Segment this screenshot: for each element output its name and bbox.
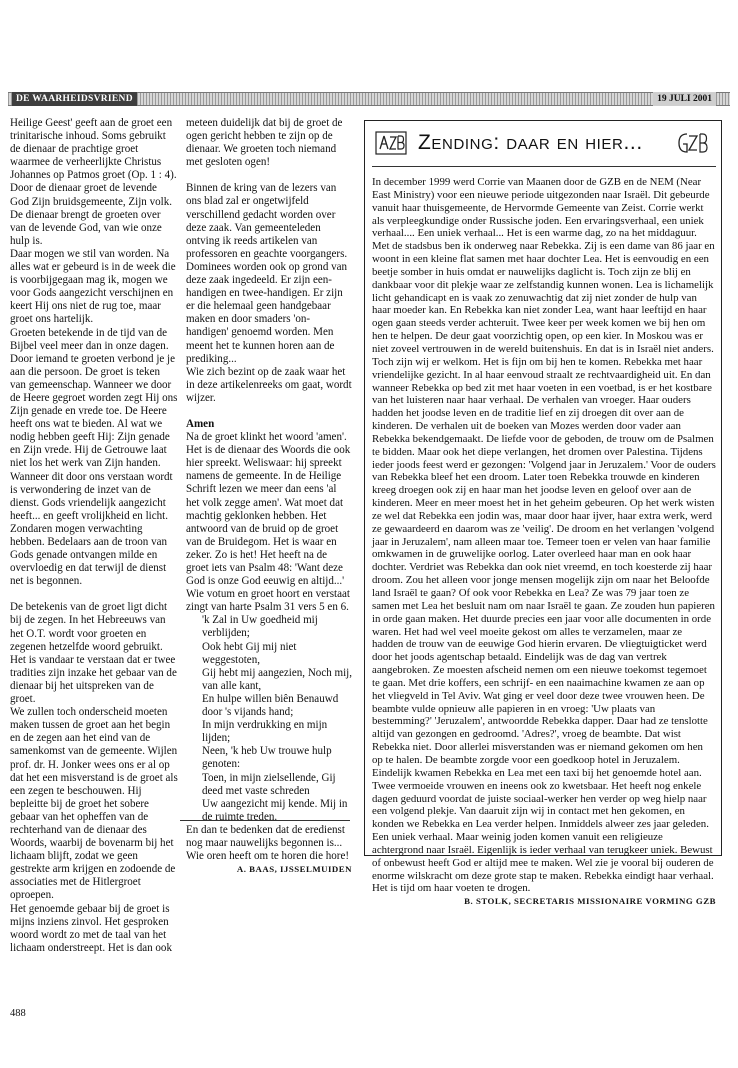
paragraph: Wie votum en groet hoort en verstaat zingt van harte Psalm 31 vers 5 en 6.: [186, 588, 350, 614]
paragraph: Het genoemde gebaar bij de groet is mijns inziens zinvol. Het gesproken woord wordt zo met de taal van het lichaam onderstreept. Het is dan ook: [10, 902, 172, 954]
psalm-line: Toen, in mijn zielsellende, Gij deed met vaste schreden: [202, 771, 336, 797]
paragraph: Heilige Geest' geeft aan de groet een trinitarische inhoud. Soms gebruikt de dienaar de prachtige groet waarmee de verheerlijkte Christus Johannes op Patmos groet (Op. 1 : 4). Door de dienaar groet de levende God Zijn bruidsgemeente, Zijn volk. De dienaar brengt de groeten over van de levende God, van wie onze hulp is.: [10, 117, 177, 247]
psalm-line: 'k Zal in Uw goedheid mij verblijden;: [202, 614, 318, 640]
logo-text: GZB: [391, 154, 393, 155]
page-number: 488: [10, 1008, 26, 1019]
paragraph: Groeten betekende in de tijd van de Bijbel veel meer dan in onze dagen. Door iemand te groeten verbond je je aan die persoon. De groet is teken van gemeenschap. Wanneer we door de Heere gegroet worden zegt Hij ons Zijn genade en vrede toe. De Heere heeft ons wat te bieden. Al wat we nodig hebben geeft Hij: Zijn genade en Zijn vrede. Hij de Getrouwe laat niet los het werk van Zijn handen. Wanneer dit door ons verstaan wordt is verwondering de inzet van de dienst. Gods vriendelijk aangezicht heeft... en geeft vrolijkheid en licht. Zondaren mogen verwachting hebben. Bedelaars aan de troon van Gods genade ontvangen milde en overvloedig en dat terwijl de dienst net is begonnen.: [10, 326, 178, 588]
psalm-line: Neen, 'k heb Uw trouwe hulp genoten:: [202, 745, 332, 771]
box-title: Zending: daar en hier...: [418, 131, 643, 154]
article-text: In december 1999 werd Corrie van Maanen door de GZB en de NEM (Near East Ministry) voor een nieuwe periode uitgezonden naar Israël. Dit gebeurde vanuit haar thuisgemeente, de Hervormde Gemeente van Zeist. Corrie werkt als verpleegkundige onder Russische joden. Een ervaringsverhaal, een uniek verhaal.... Een uniek verhaal... Het is een warme dag, zo na het middaguur. Met de stadsbus ben ik onderweg naar Rebekka. Zij is een dame van 86 jaar en woont in een kleine flat samen met haar dochter Lea. Het is eenvoudig en een beetje somber in huis omdat er nauwelijks daglicht is. Toch zijn ze blij en dankbaar voor dit plekje waar ze zelfstandig kunnen wonen. Lea is lichamelijk licht gehandicapt en is vaak zo zenuwachtig dat zij niet zonder de hulp van haar moeder kan. En Rebekka kan niet zonder Lea, want haar leeftijd en haar ogen gaan steeds verder achteruit. Twee keer per week komen we bij hen om hen te helpen. De deur gaat voorzichtig open, op een kier. In Moskou was er niet zoveel vertrouwen in de wereld buitenshuis. En dat is in Israël niet anders. Toch zijn wij er welkom. Het is fijn om bij hen te komen. Rebekka met haar vriendelijke gezicht. In al haar eenvoud straalt ze rechtvaardigheid uit. En dan wanneer Rebekka op bed zit met haar voeten in een voetbad, is er het kostbare van het luisteren naar haar verhaal. De verhalen van vroeger. Haar ouders hadden het joodse leven en de traditie lief en zij droegen dit over aan de kinderen. De verhalen uit de boeken van Mozes werden door vader aan Rebekka bekendgemaakt. De liefde voor de geboden, de trouw om de Psalmen te bidden. Maar ook het diepe verlangen, het dromen over Palestina. Tijdens ieder joods feest werd er gezongen: 'Volgend jaar in Jeruzalem.' Voor de ouders van Rebekka bleef het een droom. Later toen Rebekka trouwde en kinderen kreeg droegen ook zij en haar man het joodse leven en geloof over aan de kinderen. Meer en meer moest het in het geheim gebeuren. Op het werk wisten ze wel dat Rebekka een jodin was, maar door haar ijver, haar extra werk, werd ze gewaardeerd en daarom was ze 'veilig'. De droom en het verlangen 'volgend jaar in Jeruzalem', nam alleen maar toe. Temeer toen er velen van haar familie omkwamen in de gruwelijke oorlog. Later overleed haar man en ook haar dochter. Verdriet was Rebekka dan ook niet vreemd, en toch koesterde zij haar droom. Zou het alleen voor jonge mensen mogelijk zijn om naar het Beloofde land Israël te gaan? Of ook voor Rebekka en Lea? Ze was 79 jaar toen ze samen met Lea het besluit nam om naar Israël te gaan. Ze zouden hun papieren in orde gaan maken. Het duurde precies een jaar voor alle documenten in orde waren. Het had wel veel moeite gekost om alles te verzamelen, maar ze hadden de trouw van de eeuwige God hierin ervaren. De vliegtuigticket werd door het joods agentschap betaald. Eindelijk was de dag van vertrek aangebroken. Ze moesten afscheid nemen om een nieuwe toekomst tegemoet te gaan. Met drie koffers, een schrijf- en een naaimachine kwamen ze aan op het vliegveld in Tel Aviv. Wat ging er veel door deze twee vrouwen heen. De beambte vulde opnieuw alle papieren in en vroeg: 'Uw plaats van bestemming?' 'Jeruzalem', antwoordde Rebekka dapper. Daar had ze tenslotte altijd van gezongen en gedroomd. 'Adres?', vroeg de beambte. Dat wist Rebekka niet. Door allerlei misverstanden was er niemand gekomen om hen op te halen. De beambte zorgde voor een goedkoop hotel in Jeruzalem. Eindelijk kwamen Rebekka en Lea met een taxi bij het genoemde hotel aan. Twee vermoeide vrouwen en ineens ook zo kwetsbaar. Het heeft nog enkele dagen geduurd voordat de juiste sociaal-werker hen verder op weg hielp naar een volgend plekje. Van daaruit zijn wij in contact met hen gekomen, en konden we Rebekka en Lea verder helpen. Inmiddels alweer zes jaar geleden. Een uniek verhaal. Maar weinig joden komen vanuit een religieuze achtergrond naar Israël. Eigenlijk is ieder verhaal van terugkeer uniek. Bewust of onbewust heeft God er altijd mee te maken. Wel zie je vooral bij ouderen de enorme wilskracht om deze grote stap te maken. Rebekka eindigt haar verhaal. Het is tijd om haar voeten te drogen.: [372, 176, 716, 895]
paragraph: Na de groet klinkt het woord 'amen'. Het is de dienaar des Woords die ook hier spreekt. Weliswaar: hij spreekt namens de gemeente. In de Heilige Schrift lezen we meer dan eens 'al het volk zegge amen'. Wat moet dat machtig geklonken hebben. Het antwoord van de bruid op de groet van de Bruidegom. Het is waar en zeker. Zo is het! Het heeft na de groet iets van Psalm 48: 'Want deze God is onze God eeuwig en altijd...': [186, 431, 351, 588]
psalm-line: Ook hebt Gij mij niet weggestoten,: [202, 640, 297, 666]
psalm-verses: [186, 614, 352, 824]
paragraph: Het is vandaar te verstaan dat er twee tradities zijn inzake het gebaar van de dienaar bij het uitspreken van de groet.: [10, 653, 177, 706]
box-title-rule: [372, 166, 716, 167]
amen-heading: Amen: [186, 417, 215, 430]
mission-box: [364, 120, 722, 907]
box-signature: B. STOLK, SECRETARIS MISSIONAIRE VORMING GZB: [464, 896, 716, 907]
paragraph: En dan te bedenken dat de eredienst nog maar nauwelijks begonnen is... Wie oren heeft om te horen die hore!: [186, 823, 350, 863]
column-1: [10, 117, 178, 955]
masthead: DE WAARHEIDSVRIEND: [12, 92, 137, 106]
psalm-line: Uw aangezicht mij kende. Mij in de ruimte treden.: [202, 797, 348, 823]
paragraph: We zullen toch onderscheid moeten maken tussen de groet aan het begin en de zegen aan het eind van de samenkomst van de gemeente. Wijlen prof. dr. H. Jonker wees ons er al op dat het een misverstand is de groet als een zegen te beschouwen. Hij bepleitte bij de groet het sobere gebaar van het opheffen van de rechterhand van de dienaar des Woords, waarbij de bovenarm bij het lichaam blijft, zodat we geen gestrekte arm krijgen en zodoende de associaties met de Hitlergroet oproepen.: [10, 706, 178, 902]
author-signature: A. BAAS, IJSSELMUIDEN: [236, 864, 352, 875]
gzb-logo-icon: [375, 131, 407, 155]
paragraph: Binnen de kring van de lezers van ons blad zal er ongetwijfeld verschillend gedacht worden over deze zaak. Van gemeenteleden ontving ik reeds artikelen van professoren en geachte voorgangers. Dominees worden ook op grond van deze zaak ingedeeld. Er zijn een-handigen en twee-handigen. Er zijn er die helemaal geen handgebaar maken en door smaders 'on-handigen' genoemd worden. Men meent het te kunnen horen aan de prediking...: [186, 182, 348, 365]
paragraph: Daar mogen we stil van worden. Na alles wat er gebeurd is in de week die is voorbijgegaan mag ik, mogen we voor Gods aangezicht verschijnen en keert Hij ons niet de rug toe, maar groet ons hartelijk.: [10, 247, 176, 326]
column-divider: [180, 820, 350, 821]
issue-date: 19 JULI 2001: [653, 92, 716, 106]
logo-text: GZB: [692, 154, 694, 155]
page-header: [8, 92, 730, 106]
psalm-line: En hulpe willen biên Benauwd door 's vijands hand;: [202, 692, 339, 719]
psalm-line: In mijn verdrukking en mijn lijden;: [202, 719, 328, 745]
gzb-logo-icon: [676, 131, 710, 155]
column-2: [186, 117, 352, 876]
box-title-bar: [372, 129, 716, 159]
paragraph: Wie zich bezint op de zaak waar het in deze artikelenreeks om gaat, wordt wijzer.: [186, 365, 352, 404]
paragraph: meteen duidelijk dat bij de groet de ogen gericht hebben te zijn op de dienaar. We groeten toch niemand met gesloten ogen!: [186, 117, 343, 169]
paragraph: De betekenis van de groet ligt dicht bij de zegen. In het Hebreeuws van het O.T. wordt voor groeten en zegenen hetzelfde woord gebruikt.: [10, 601, 168, 653]
psalm-line: Gij hebt mij aangezien, Noch mij, van alle kant,: [202, 666, 353, 692]
box-article: [372, 176, 716, 895]
